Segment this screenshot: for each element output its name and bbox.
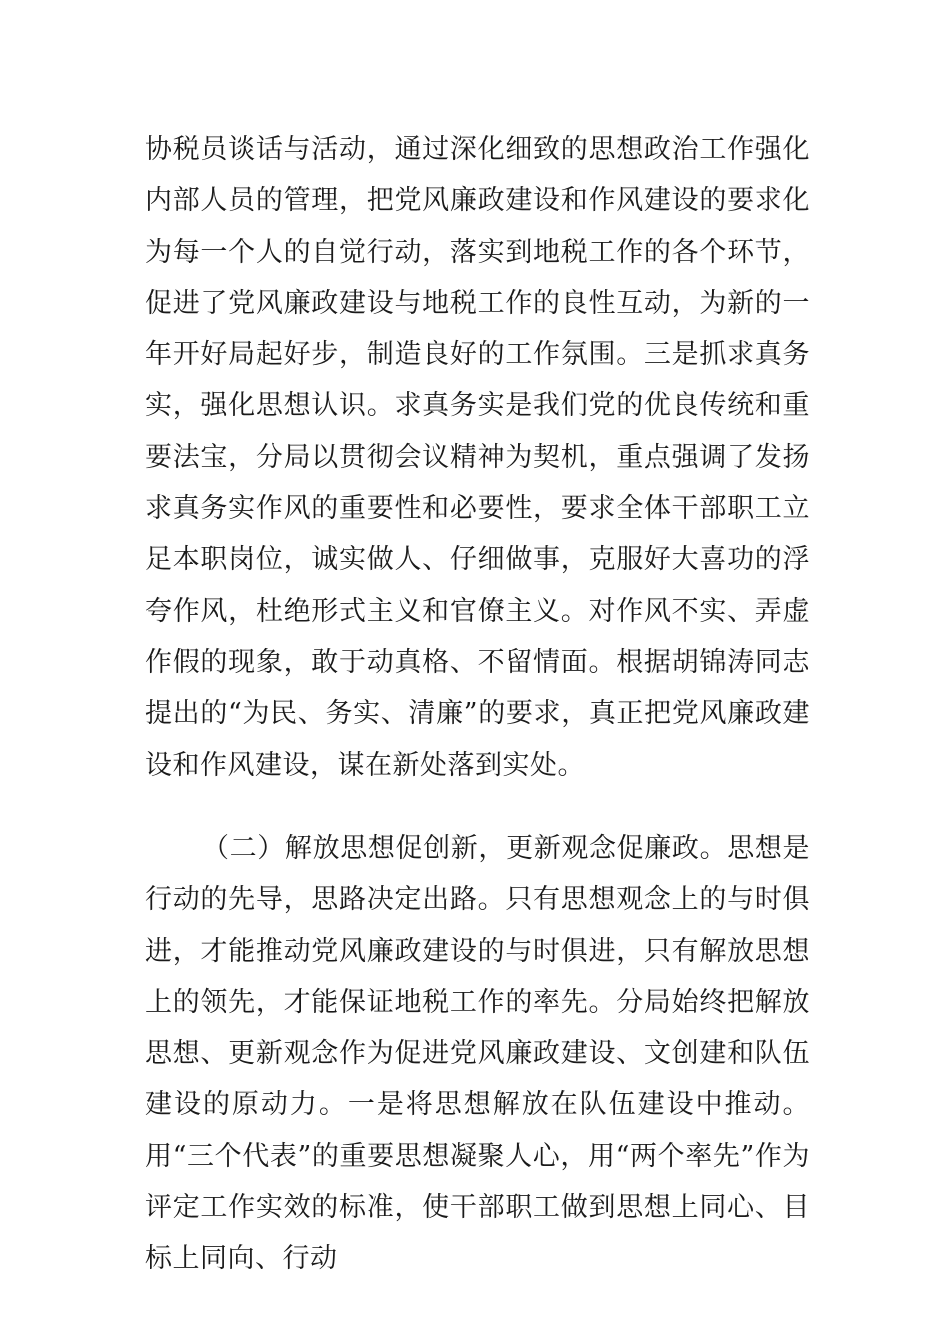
body-paragraph-1: 协税员谈话与活动，通过深化细致的思想政治工作强化内部人员的管理，把党风廉政建设和作风建设的要求化为每一个人的自觉行动，落实到地税工作的各个环节，促进了党风廉政建设与地税工作的良性互动，为新的一年开好局起好步，制造良好的工作氛围。三是抓求真务实，强化思想认识。求真务实是我们党的优良传统和重要法宝，分局以贯彻会议精神为契机，重点强调了发扬求真务实作风的重要性和必要性，要求全体干部职工立足本职岗位，诚实做人、仔细做事，克服好大喜功的浮夸作风，杜绝形式主义和官僚主义。对作风不实、弄虚作假的现象，敢于动真格、不留情面。根据胡锦涛同志提出的“为民、务实、清廉”的要求，真正把党风廉政建设和作风建设，谋在新处落到实处。 [145, 134, 810, 781]
body-paragraph-2: （二）解放思想促创新，更新观念促廉政。思想是行动的先导，思路决定出路。只有思想观念上的与时俱进，才能推动党风廉政建设的与时俱进，只有解放思想上的领先，才能保证地税工作的率先。分局始终把解放思想、更新观念作为促进党风廉政建设、文创建和队伍建设的原动力。一是将思想解放在队伍建设中推动。用“三个代表”的重要思想凝聚人心，用“两个率先”作为评定工作实效的标准，使干部职工做到思想上同心、目标上同向、行动 [145, 833, 810, 1275]
